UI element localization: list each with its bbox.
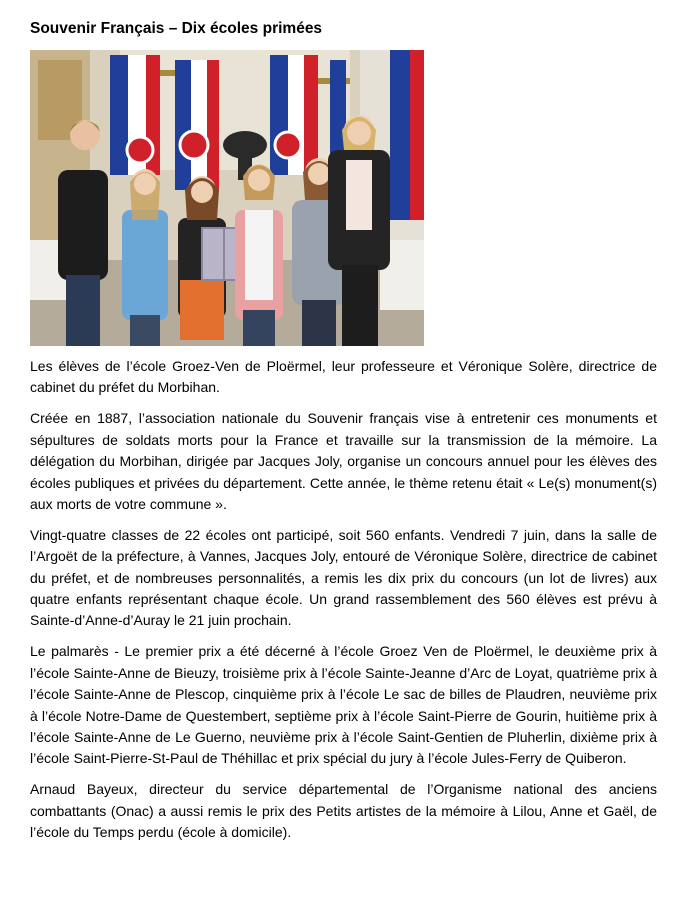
photo-caption: Les élèves de l’école Groez-Ven de Ploërmel, leur professeure et Véronique Solère, directrice de cabinet du préfet du Morbihan.	[30, 358, 657, 396]
article	[30, 18, 657, 853]
group-photo	[30, 50, 424, 346]
paragraph-1: Créée en 1887, l’association nationale du Souvenir français vise à entretenir ces monuments et sépultures de soldats morts pour la France et travaille sur la transmission de la mémoire. La délégation du Morbihan, dirigée par Jacques Joly, organise un concours annuel pour les élèves des écoles publiques et privées du département. Cette année, le thème retenu était « Le(s) monument(s) aux morts de votre commune ».	[30, 410, 657, 512]
photo-illustration	[30, 50, 424, 346]
paragraph-3: Le palmarès - Le premier prix a été décerné à l’école Groez Ven de Ploërmel, le deuxième prix à l’école Sainte-Anne de Bieuzy, troisième prix à l’école Sainte-Jeanne d’Arc de Loyat, quatrième prix à l’école Sainte-Anne de Plescop, cinquième prix à l’école Le sac de billes de Plaudren, neuvième prix à l’école Notre-Dame de Questembert, septième prix à l’école Saint-Pierre de Gourin, huitième prix à l’école Sainte-Anne de Le Guerno, neuvième prix à l’école Saint-Gentien de Pluherlin, dixième prix à l’école Saint-Pierre-St-Paul de Théhillac et prix spécial du jury à l’école Jules-Ferry de Quiberon.	[30, 643, 657, 767]
paragraph-4: Arnaud Bayeux, directeur du service départemental de l’Organisme national des anciens combattants (Onac) a aussi remis le prix des Petits artistes de la mémoire à Lilou, Anne et Gaël, de l’école du Temps perdu (école à domicile).	[30, 781, 657, 841]
paragraph-2: Vingt-quatre classes de 22 écoles ont participé, soit 560 enfants. Vendredi 7 juin, dans la salle de l’Argoët de la préfecture, à Vannes, Jacques Joly, entouré de Véronique Solère, directrice de cabinet du préfet, et de nombreuses personnalités, a remis les dix prix du concours (un lot de livres) aux quatre enfants représentant chaque école. Un grand rassemblement des 560 élèves est prévu à Sainte-d’Anne-d’Auray le 21 juin prochain.	[30, 526, 657, 629]
article-title: Souvenir Français – Dix écoles primées	[30, 20, 323, 37]
